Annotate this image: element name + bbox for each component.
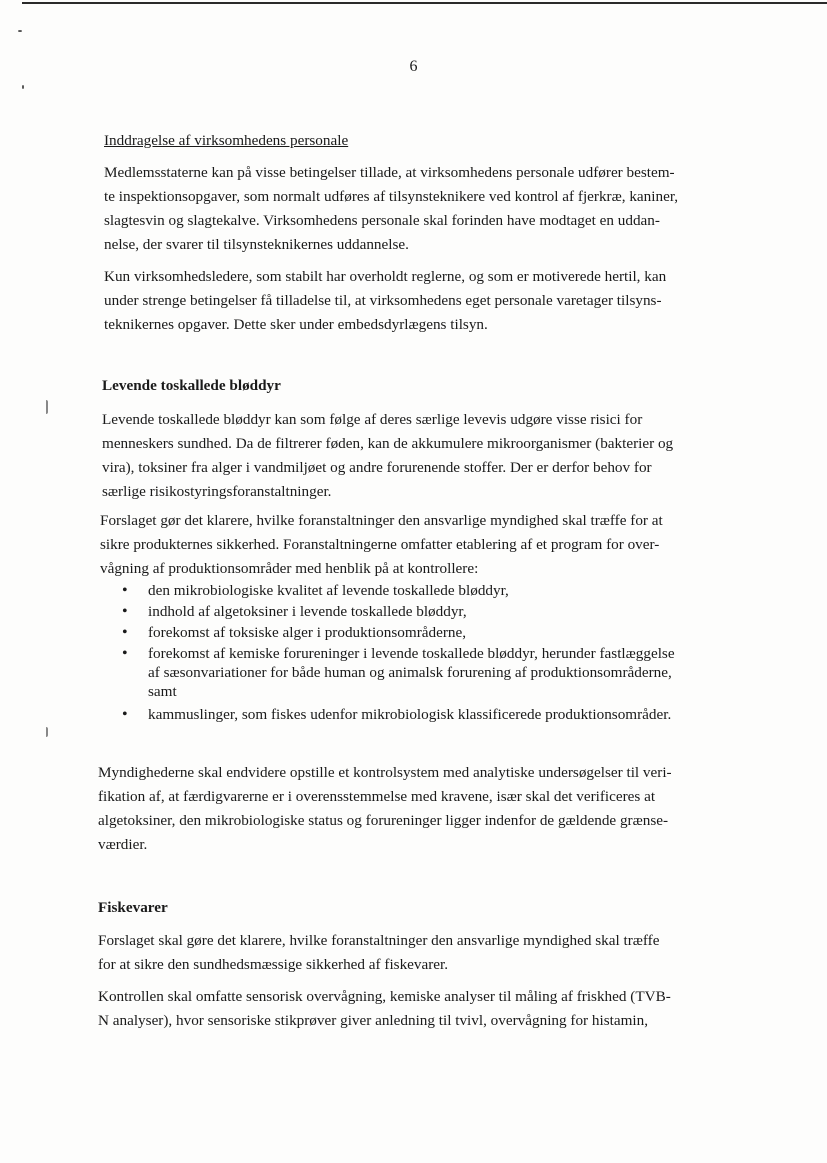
text-line: særlige risikostyringsforanstaltninger.	[102, 483, 332, 500]
list-item: • forekomst af kemiske forureninger i levende toskallede bløddyr, herunder fastlæggelse af sæsonvariationer for både human og animalsk forurening af produktionsområderne, samt	[100, 644, 750, 701]
section-heading: Levende toskallede bløddyr	[102, 377, 281, 394]
text-line: Forslaget gør det klarere, hvilke foranstaltninger den ansvarlige myndighed skal træffe for at	[100, 512, 663, 529]
paragraph	[98, 985, 748, 1033]
text-line: Levende toskallede bløddyr kan som følge af deres særlige levevis udgøre visse risici for	[102, 411, 643, 428]
section-staff-involvement	[96, 129, 746, 153]
text-line: Forslaget skal gøre det klarere, hvilke foranstaltninger den ansvarlige myndighed skal træffe	[98, 932, 660, 949]
text-line: Medlemsstaterne kan på visse betingelser tillade, at virksomhedens personale udfører bestem-	[104, 164, 675, 181]
text-line: under strenge betingelser få tilladelse til, at virksomhedens eget personale varetager tilsyns-	[104, 292, 662, 309]
scan-speck	[22, 85, 24, 89]
scan-top-edge	[22, 2, 827, 4]
text-line: sikre produkternes sikkerhed. Foranstaltningerne omfatter etablering af et program for over-	[100, 536, 660, 553]
section-fish-products	[98, 896, 748, 920]
text-line: te inspektionsopgaver, som normalt udføres af tilsynsteknikere ved kontrol af fjerkræ, kaniner,	[104, 188, 679, 205]
scan-speck	[18, 30, 22, 32]
text-line: menneskers sundhed. Da de filtrerer føden, kan de akkumulere mikroorganismer (bakterier og	[102, 435, 674, 452]
paragraph	[98, 761, 748, 857]
text-line: Myndighederne skal endvidere opstille et kontrolsystem med analytiske undersøgelser til veri-	[98, 764, 672, 781]
text-line: vira), toksiner fra alger i vandmiljøet og andre forurenende stoffer. Der er derfor behov for	[102, 459, 652, 476]
text-line: for at sikre den sundhedsmæssige sikkerhed af fiskevarer.	[98, 956, 449, 973]
list-item: • forekomst af toksiske alger i produktionsområderne,	[100, 623, 750, 642]
scan-speck	[46, 400, 48, 414]
section-heading: Inddragelse af virksomhedens personale	[104, 132, 349, 149]
page-number: 6	[409, 58, 418, 75]
scan-speck	[46, 727, 48, 737]
paragraph	[98, 929, 748, 977]
text-line: Kun virksomhedsledere, som stabilt har overholdt reglerne, og som er motiverede hertil, kan	[104, 268, 667, 285]
text-line: værdier.	[98, 836, 148, 853]
text-line: fikation af, at færdigvarerne er i overensstemmelse med kravene, især skal det verificeres at	[98, 788, 656, 805]
list-item: • indhold af algetoksiner i levende toskallede bløddyr,	[100, 602, 750, 621]
text-line: vågning af produktionsområder med henblik på at kontrollere:	[100, 560, 479, 577]
list-item: • kammuslinger, som fiskes udenfor mikrobiologisk klassificerede produktionsområder.	[100, 705, 750, 724]
paragraph	[102, 408, 752, 504]
text-line: algetoksiner, den mikrobiologiske status og forureninger ligger indenfor de gældende grænse-	[98, 812, 669, 829]
section-heading: Fiskevarer	[98, 899, 168, 916]
section-bivalve-molluscs	[102, 374, 752, 398]
paragraph	[104, 161, 754, 257]
text-line: Kontrollen skal omfatte sensorisk overvågning, kemiske analyser til måling af friskhed (TVB-	[98, 988, 671, 1005]
text-line: N analyser), hvor sensoriske stikprøver giver anledning til tvivl, overvågning for histamin,	[98, 1012, 649, 1029]
list-item: • den mikrobiologiske kvalitet af levende toskallede bløddyr,	[100, 581, 750, 600]
text-line: nelse, der svarer til tilsynsteknikernes uddannelse.	[104, 236, 409, 253]
paragraph	[100, 509, 750, 581]
text-line: teknikernes opgaver. Dette sker under embedsdyrlægens tilsyn.	[104, 316, 488, 333]
bullet-list	[100, 581, 750, 726]
text-line: slagtesvin og slagtekalve. Virksomhedens personale skal forinden have modtaget en uddan-	[104, 212, 660, 229]
paragraph	[104, 265, 754, 337]
